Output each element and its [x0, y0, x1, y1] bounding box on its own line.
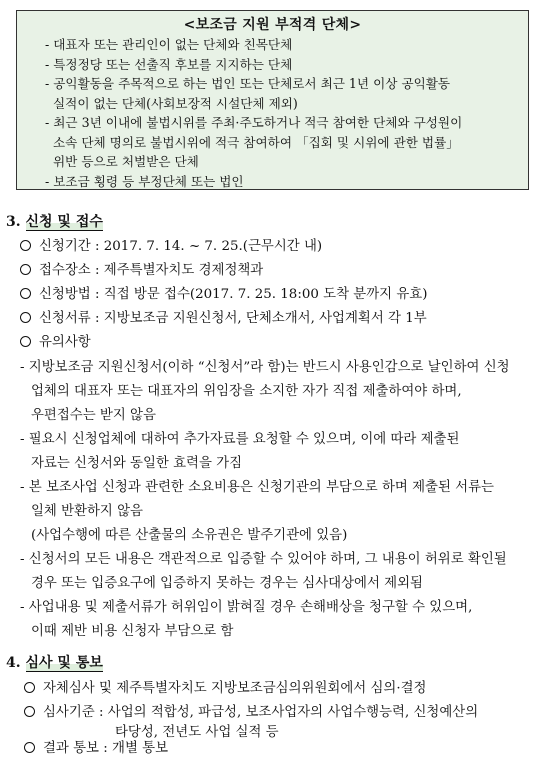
- circle-bullet-icon: [20, 336, 31, 347]
- box-item-continuation: 소속 단체 명의로 불법시위에 적극 참여하여 「집회 및 시위에 관한 법률」: [45, 134, 459, 150]
- note-line: 일체 반환하지 않음: [31, 504, 143, 519]
- note-line: - 필요시 신청업체에 대하여 추가자료를 요청할 수 있으며, 이에 따라 제출된: [20, 432, 460, 447]
- ineligible-groups-box: [16, 10, 529, 190]
- section-3-heading: [6, 211, 103, 231]
- box-item-continuation: 실적이 없는 단체(사회보장적 시설단체 제외): [45, 95, 298, 111]
- box-item: - 특정정당 또는 선출직 후보를 지지하는 단체: [45, 56, 293, 72]
- box-list: [17, 35, 528, 191]
- bullet-criteria: 심사기준 : 사업의 적합성, 파급성, 보조사업자의 사업수행능력, 신청예산의: [24, 702, 478, 723]
- circle-bullet-icon: [20, 288, 31, 299]
- bullet-review: 자체심사 및 제주특별자치도 지방보조금심의위원회에서 심의·결정: [24, 678, 426, 699]
- bullet-location: 접수장소 : 제주특별자치도 경제정책과: [20, 260, 263, 281]
- circle-bullet-icon: [24, 706, 35, 717]
- circle-bullet-icon: [20, 312, 31, 323]
- section-number: 4.: [6, 655, 21, 671]
- note-line: 업체의 대표자 또는 대표자의 위임장을 소지한 자가 직접 제출하여야 하며,: [31, 384, 462, 399]
- circle-bullet-icon: [24, 682, 35, 693]
- box-item: - 대표자 또는 관리인이 없는 단체와 친목단체: [45, 37, 293, 52]
- box-item: - 공익활동을 주목적으로 하는 법인 또는 단체로서 최근 1년 이상 공익활동: [45, 76, 451, 91]
- bullet-documents: 신청서류 : 지방보조금 지원신청서, 단체소개서, 사업계획서 각 1부: [20, 308, 427, 329]
- box-item-continuation: 위반 등으로 처벌받은 단체: [45, 154, 199, 169]
- bullet-method: 신청방법 : 직접 방문 접수(2017. 7. 25. 18:00 도착 분까지 유효): [20, 284, 427, 305]
- note-line: 우편접수는 받지 않음: [31, 408, 156, 423]
- bullet-result: 결과 통보 : 개별 통보: [24, 738, 168, 759]
- section-title: 심사 및 통보: [25, 655, 103, 671]
- circle-bullet-icon: [20, 240, 31, 251]
- note-line: - 지방보조금 지원신청서(이하 “신청서”라 함)는 반드시 사용인감으로 날인하여 신청: [20, 360, 510, 375]
- section-4-heading: [6, 652, 103, 672]
- box-item: - 최근 3년 이내에 불법시위를 주최·주도하거나 적극 참여한 단체와 구성원이: [45, 115, 463, 130]
- note-line: - 본 보조사업 신청과 관련한 소요비용은 신청기관의 부담으로 하며 제출된 서류는: [20, 480, 494, 495]
- note-line: - 사업내용 및 제출서류가 허위임이 밝혀질 경우 손해배상을 청구할 수 있으며,: [20, 600, 473, 615]
- note-line: 이때 제반 비용 신청자 부담으로 함: [31, 624, 234, 639]
- section-title: 신청 및 접수: [25, 214, 103, 230]
- criteria-continuation: 타당성, 전년도 사업 실적 등: [115, 725, 279, 740]
- note-line: 경우 또는 입증요구에 입증하지 못하는 경우는 심사대상에서 제외됨: [31, 576, 423, 591]
- bullet-application-period: 신청기간 : 2017. 7. 14. ~ 7. 25.(근무시간 내): [20, 236, 322, 257]
- box-item: - 보조금 횡령 등 부정단체 또는 법인: [45, 173, 244, 189]
- circle-bullet-icon: [24, 742, 35, 753]
- bullet-notes: 유의사항: [20, 332, 91, 353]
- note-line: 자료는 신청서와 동일한 효력을 가짐: [31, 456, 243, 471]
- box-title: <보조금 지원 부적격 단체>: [183, 17, 362, 33]
- note-line: - 신청서의 모든 내용은 객관적으로 입증할 수 있어야 하며, 그 내용이 허위로 확인될: [20, 552, 507, 567]
- circle-bullet-icon: [20, 264, 31, 275]
- section-number: 3.: [6, 214, 21, 230]
- note-line: (사업수행에 따른 산출물의 소유권은 발주기관에 있음): [31, 528, 348, 543]
